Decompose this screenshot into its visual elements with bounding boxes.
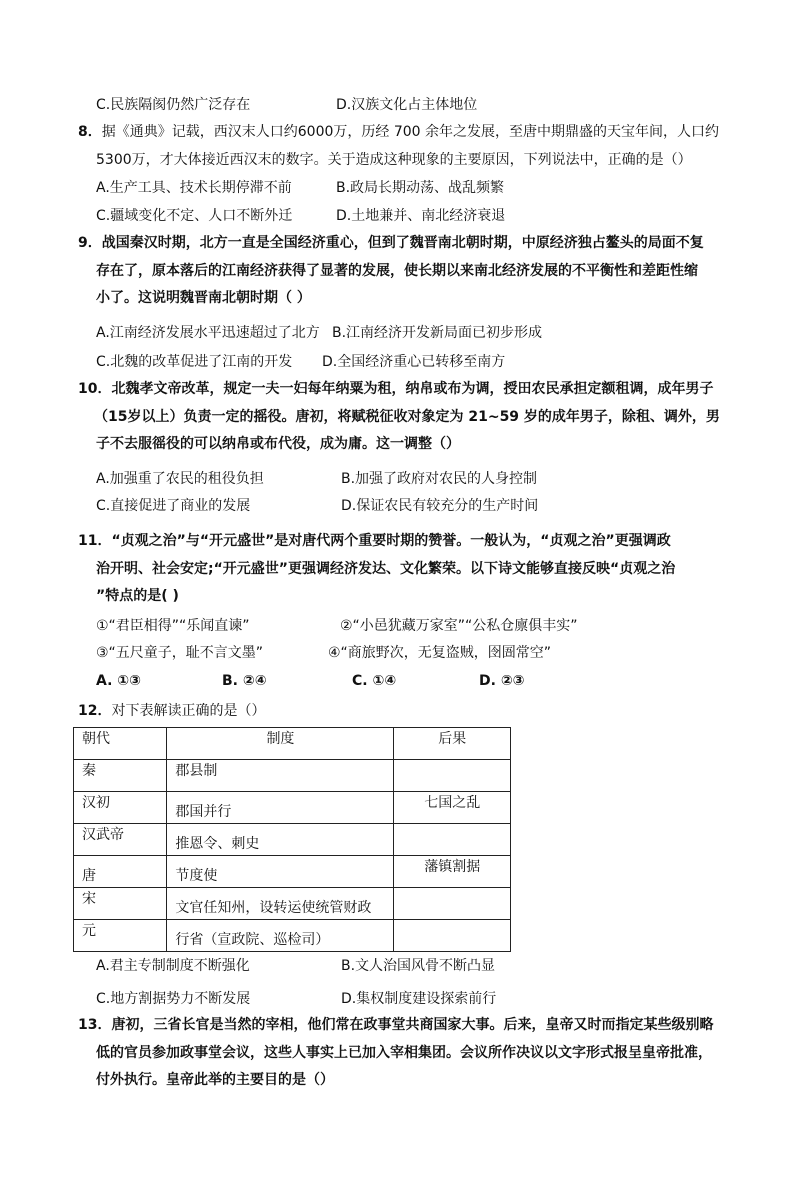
q9-option-c: C.北魏的改革促进了江南的开发 (96, 354, 293, 370)
q10-option-c: C.直接促进了商业的发展 (96, 498, 251, 514)
q9-option-a: A.江南经济发展水平迅速超过了北方 (96, 325, 320, 341)
table-cell: 郡县制 (167, 760, 394, 792)
table-cell: 藩镇割据 (394, 856, 511, 888)
table-cell: 宋 (74, 888, 167, 920)
q13-number: 13． (78, 1017, 112, 1033)
q9-stem-line-3: 小了。这说明魏晋南北朝时期（ ） (96, 290, 311, 306)
table-header-result: 后果 (394, 728, 511, 760)
q8-option-a: A.生产工具、技术长期停滞不前 (96, 180, 292, 196)
q10-option-a: A.加强重了农民的租役负担 (96, 471, 264, 487)
q11-stem-line-1: 11．“贞观之治”与“开元盛世”是对唐代两个重要时期的赞誉。一般认为，“贞观之治”更强调政 (78, 533, 671, 549)
q11-item-3: ③“五尺童子，耻不言文墨” (96, 645, 264, 661)
table-cell: 秦 (74, 760, 167, 792)
q13-stem-line-1: 13．唐初，三省长官是当然的宰相，他们常在政事堂共商国家大事。后来，皇帝又时而指定某些级别略 (78, 1017, 714, 1033)
table-cell (394, 760, 511, 792)
q13-stem-line-2: 低的官员参加政事堂会议，这些人事实上已加入宰相集团。会议所作决议以文字形式报呈皇帝批准， (96, 1045, 712, 1061)
q10-stem-line-1: 10．北魏孝文帝改革，规定一夫一妇每年纳粟为租，纳帛或布为调，授田农民承担定额租调，成年男子 (78, 381, 714, 397)
table-row (74, 792, 511, 824)
q8-stem-line-2: 5300万，才大体接近西汉末的数字。关于造成这种现象的主要原因，下列说法中，正确的是（） (96, 152, 692, 168)
q11-option-c: C. ①④ (352, 673, 397, 689)
q8-stem-line-1: 8．据《通典》记载，西汉末人口约6000万，历经 700 余年之发展，至唐中期鼎盛的天宝年间，人口约 (78, 124, 719, 140)
q9-stem-line-1: 9．战国秦汉时期，北方一直是全国经济重心，但到了魏晋南北朝时期，中原经济独占鳌头的局面不复 (78, 235, 704, 251)
table-row (74, 888, 511, 920)
q12-option-a: A.君主专制制度不断强化 (96, 958, 250, 974)
q12-option-b: B.文人治国风骨不断凸显 (341, 958, 496, 974)
q12-option-d: D.集权制度建设探索前行 (341, 991, 497, 1007)
q12-stem: 12．对下表解读正确的是（） (78, 703, 266, 719)
q11-stem-line-2: 治开明、社会安定;“开元盛世”更强调经济发达、文化繁荣。以下诗文能够直接反映“贞观之治 (96, 561, 676, 577)
q8-option-d: D.土地兼并、南北经济衰退 (336, 208, 506, 224)
q11-stem-line-3: ”特点的是( ) (96, 588, 179, 604)
table-cell: 七国之乱 (394, 792, 511, 824)
q13-stem-line-3: 付外执行。皇帝此举的主要目的是（） (96, 1072, 334, 1088)
table-cell: 唐 (74, 856, 167, 888)
q11-option-b: B. ②④ (222, 673, 267, 689)
q11-item-1: ①“君臣相得”“乐闻直谏” (96, 618, 250, 634)
table-cell: 郡国并行 (167, 792, 394, 824)
q10-stem-line-3: 子不去服徭役的可以纳帛或布代役，成为庸。这一调整（） (96, 436, 460, 452)
table-header-row (74, 728, 511, 760)
table-row (74, 856, 511, 888)
q7-option-c: C.民族隔阂仍然广泛存在 (96, 97, 251, 113)
q11-number: 11． (78, 533, 112, 549)
table-cell (394, 824, 511, 856)
q10-option-d: D.保证农民有较充分的生产时间 (341, 498, 539, 514)
table-cell: 节度使 (167, 856, 394, 888)
table-row (74, 824, 511, 856)
q9-option-d: D.全国经济重心已转移至南方 (322, 354, 506, 370)
q8-number: 8． (78, 124, 102, 140)
q7-option-d: D.汉族文化占主体地位 (336, 97, 478, 113)
q12-option-c: C.地方割据势力不断发展 (96, 991, 251, 1007)
q10-number: 10． (78, 381, 112, 397)
q11-item-4: ④“商旅野次，无复盗贼，囹圄常空” (328, 645, 552, 661)
q10-option-b: B.加强了政府对农民的人身控制 (341, 471, 538, 487)
table-row (74, 760, 511, 792)
q8-option-c: C.疆域变化不定、人口不断外迁 (96, 208, 293, 224)
table-cell: 元 (74, 920, 167, 952)
table-cell (394, 888, 511, 920)
table-cell: 文官任知州，设转运使统管财政 (167, 888, 394, 920)
q9-number: 9． (78, 235, 102, 251)
table-cell: 行省（宣政院、巡检司） (167, 920, 394, 952)
table-cell: 汉武帝 (74, 824, 167, 856)
table-header-dynasty: 朝代 (74, 728, 167, 760)
q12-table (73, 727, 511, 952)
table-header-system: 制度 (167, 728, 394, 760)
table-cell: 汉初 (74, 792, 167, 824)
q11-option-a: A. ①③ (96, 673, 141, 689)
q12-number: 12． (78, 703, 112, 719)
q11-item-2: ②“小邑犹藏万家室”“公私仓廪俱丰实” (340, 618, 578, 634)
q10-stem-line-2: （15岁以上）负责一定的摇役。唐初，将赋税征收对象定为 21~59 岁的成年男子，除租、调外，男 (94, 409, 720, 425)
q8-option-b: B.政局长期动荡、战乱频繁 (336, 180, 505, 196)
q9-stem-line-2: 存在了，原本落后的江南经济获得了显著的发展，使长期以来南北经济发展的不平衡性和差距性缩 (96, 263, 698, 279)
q11-option-d: D. ②③ (479, 673, 525, 689)
table-cell: 推恩令、刺史 (167, 824, 394, 856)
table-row (74, 920, 511, 952)
table-cell (394, 920, 511, 952)
q9-option-b: B.江南经济开发新局面已初步形成 (332, 325, 543, 341)
